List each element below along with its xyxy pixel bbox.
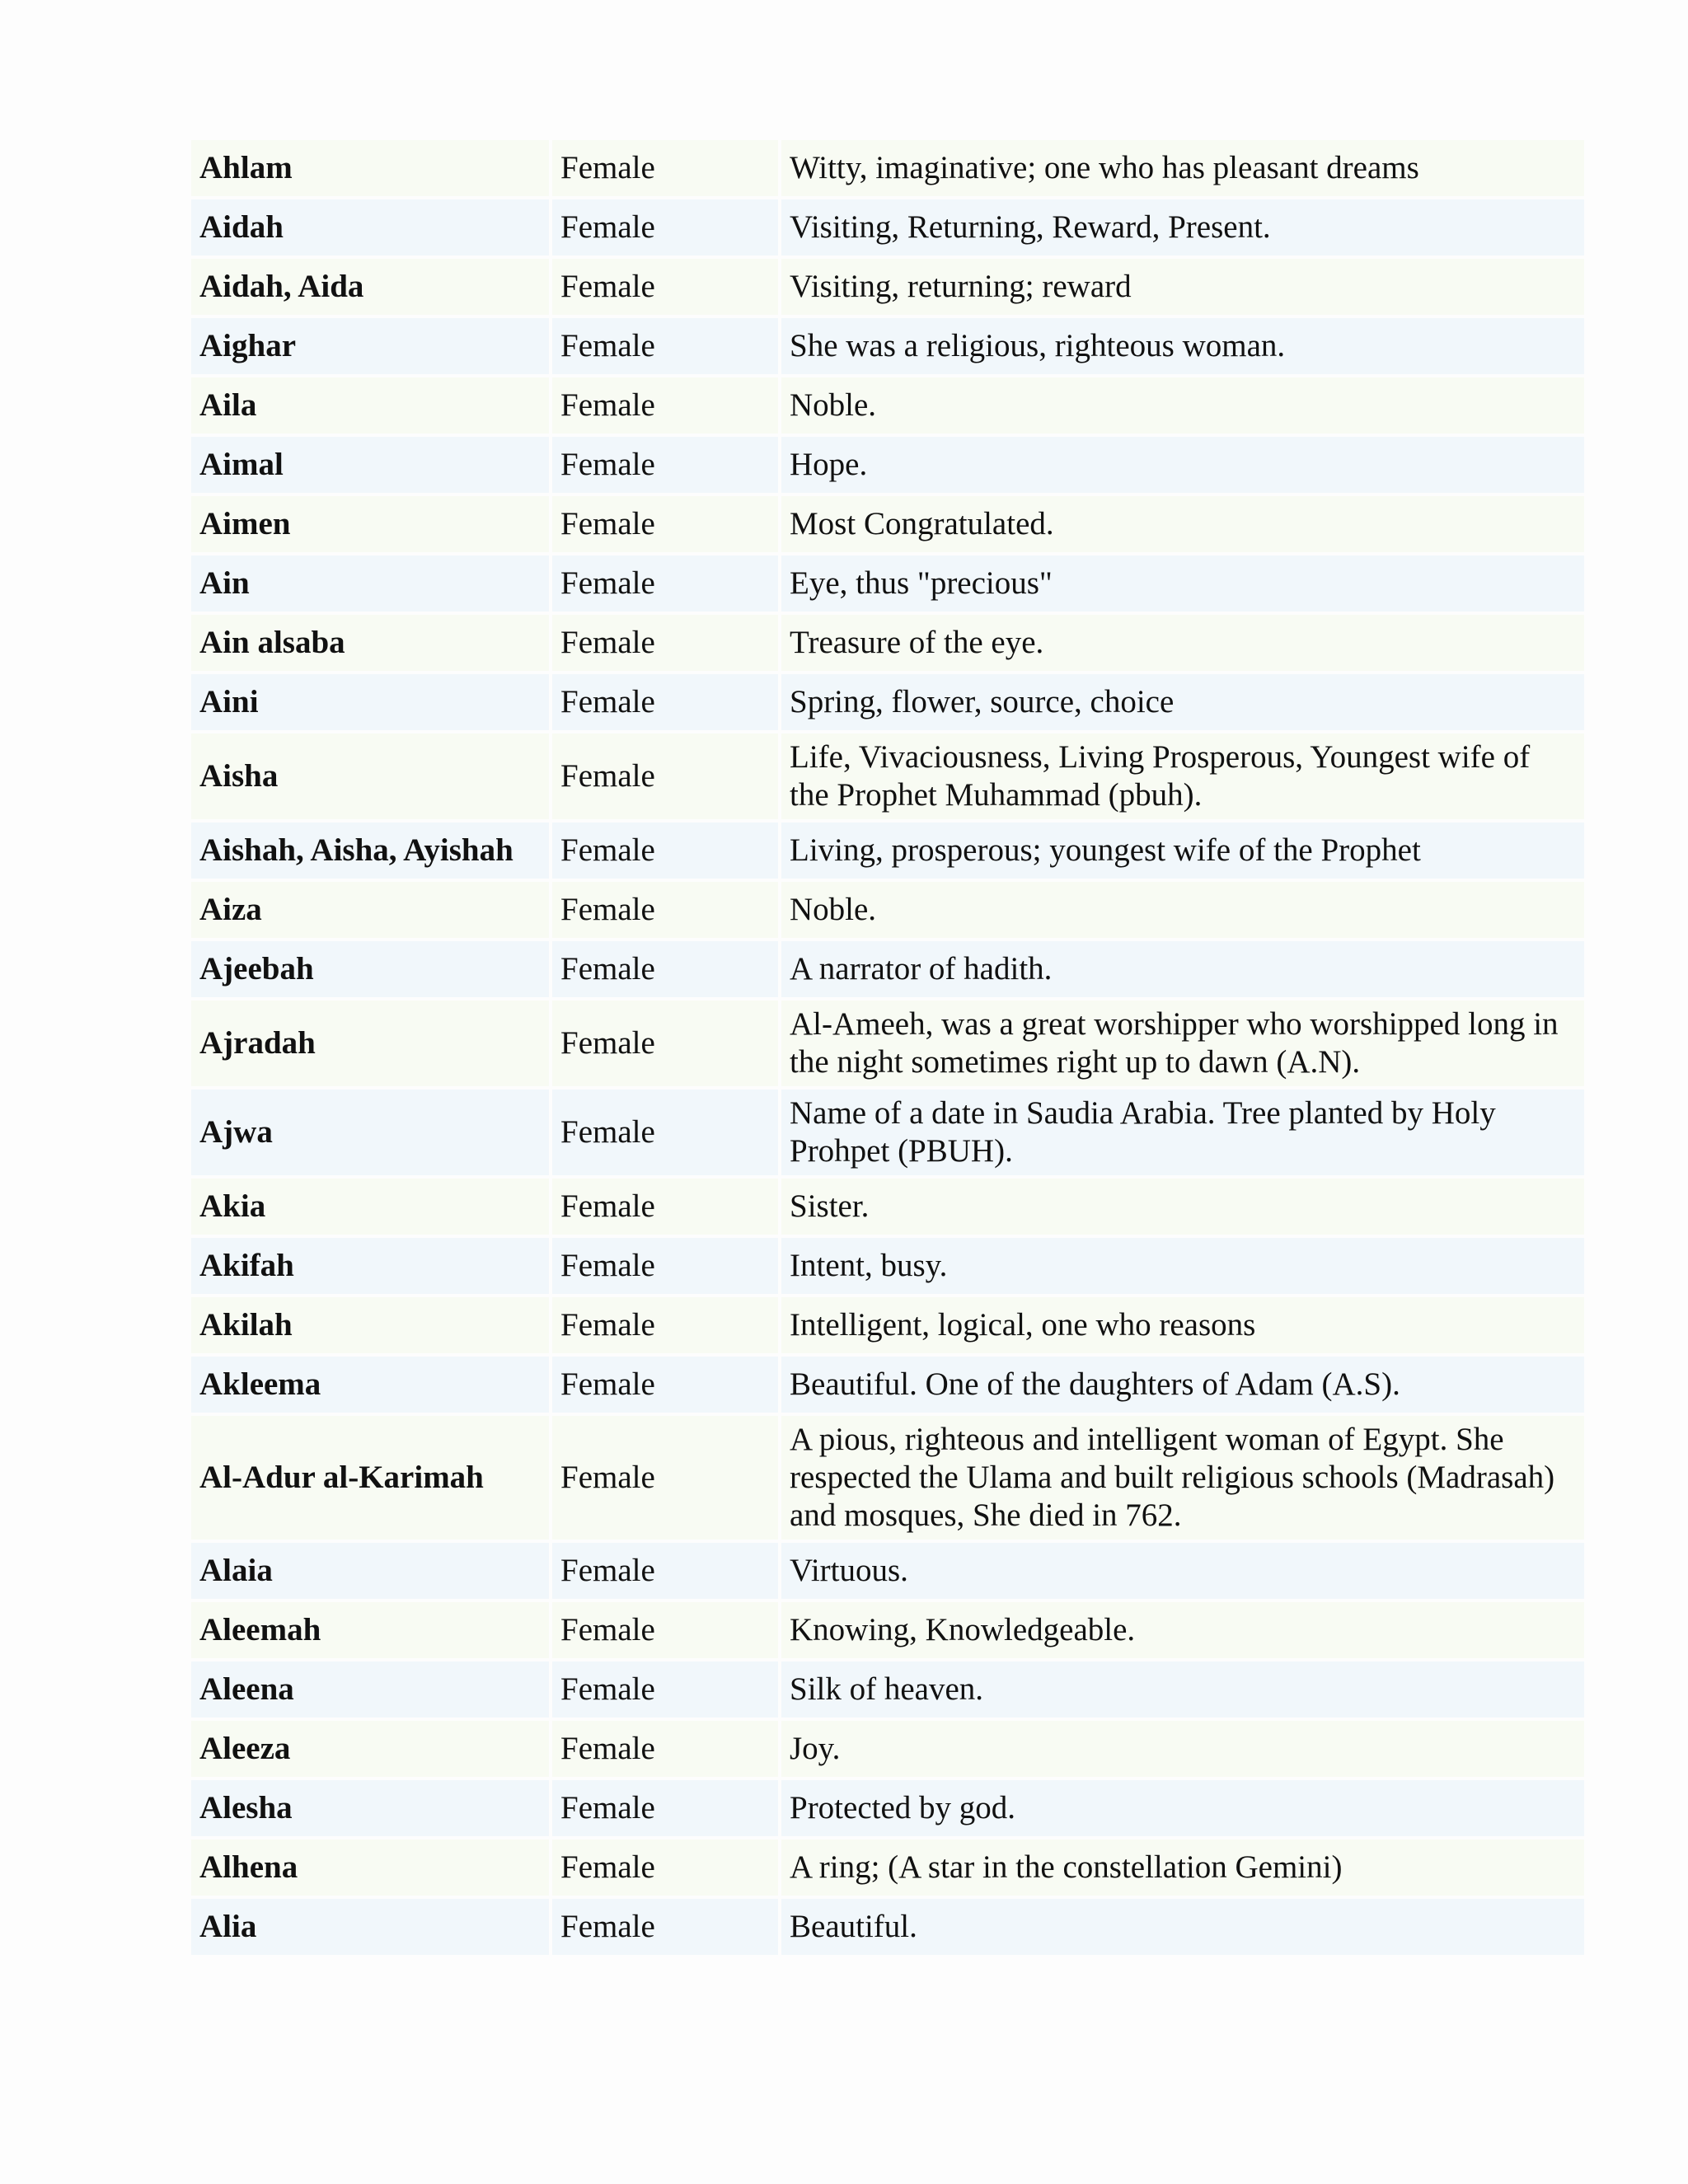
gender-cell: Female bbox=[552, 1780, 778, 1836]
name-cell: Alhena bbox=[191, 1840, 549, 1896]
meaning-cell: Intelligent, logical, one who reasons bbox=[781, 1297, 1584, 1353]
table-row bbox=[191, 1661, 1584, 1718]
meaning-cell: Visiting, returning; reward bbox=[781, 259, 1584, 315]
table-row bbox=[191, 1721, 1584, 1777]
gender-cell: Female bbox=[552, 1899, 778, 1955]
table-row bbox=[191, 1179, 1584, 1235]
gender-cell: Female bbox=[552, 1090, 778, 1175]
gender-cell: Female bbox=[552, 555, 778, 612]
table-row bbox=[191, 882, 1584, 938]
name-cell: Aiza bbox=[191, 882, 549, 938]
gender-cell: Female bbox=[552, 1357, 778, 1413]
gender-cell: Female bbox=[552, 823, 778, 879]
meaning-cell: Most Congratulated. bbox=[781, 496, 1584, 552]
name-cell: Ain bbox=[191, 555, 549, 612]
name-cell: Aidah bbox=[191, 199, 549, 255]
gender-cell: Female bbox=[552, 259, 778, 315]
meaning-cell: Name of a date in Saudia Arabia. Tree planted by Holy Prohpet (PBUH). bbox=[781, 1090, 1584, 1175]
gender-cell: Female bbox=[552, 615, 778, 671]
gender-cell: Female bbox=[552, 318, 778, 374]
gender-cell: Female bbox=[552, 733, 778, 819]
meaning-cell: Hope. bbox=[781, 437, 1584, 493]
name-cell: Aimal bbox=[191, 437, 549, 493]
name-cell: Aisha bbox=[191, 733, 549, 819]
meaning-cell: Intent, busy. bbox=[781, 1238, 1584, 1294]
gender-cell: Female bbox=[552, 941, 778, 997]
gender-cell: Female bbox=[552, 377, 778, 434]
meaning-cell: Beautiful. One of the daughters of Adam (A.S). bbox=[781, 1357, 1584, 1413]
meaning-cell: Virtuous. bbox=[781, 1543, 1584, 1599]
meaning-cell: Noble. bbox=[781, 882, 1584, 938]
table-row bbox=[191, 1297, 1584, 1353]
meaning-cell: Al-Ameeh, was a great worshipper who worshipped long in the night sometimes right up to dawn (A.N). bbox=[781, 1001, 1584, 1086]
meaning-cell: She was a religious, righteous woman. bbox=[781, 318, 1584, 374]
name-cell: Akia bbox=[191, 1179, 549, 1235]
table-row bbox=[191, 1543, 1584, 1599]
gender-cell: Female bbox=[552, 199, 778, 255]
gender-cell: Female bbox=[552, 882, 778, 938]
name-cell: Aishah, Aisha, Ayishah bbox=[191, 823, 549, 879]
names-table-body bbox=[191, 140, 1584, 1955]
meaning-cell: Silk of heaven. bbox=[781, 1661, 1584, 1718]
table-row bbox=[191, 1840, 1584, 1896]
meaning-cell: A narrator of hadith. bbox=[781, 941, 1584, 997]
table-row bbox=[191, 1416, 1584, 1540]
table-row bbox=[191, 1001, 1584, 1086]
meaning-cell: Eye, thus "precious" bbox=[781, 555, 1584, 612]
table-row bbox=[191, 555, 1584, 612]
meaning-cell: Beautiful. bbox=[781, 1899, 1584, 1955]
name-cell: Aidah, Aida bbox=[191, 259, 549, 315]
gender-cell: Female bbox=[552, 1416, 778, 1540]
meaning-cell: Knowing, Knowledgeable. bbox=[781, 1602, 1584, 1658]
name-cell: Ajradah bbox=[191, 1001, 549, 1086]
gender-cell: Female bbox=[552, 1238, 778, 1294]
name-cell: Aimen bbox=[191, 496, 549, 552]
table-row bbox=[191, 1780, 1584, 1836]
name-cell: Aleemah bbox=[191, 1602, 549, 1658]
table-row bbox=[191, 140, 1584, 196]
table-row bbox=[191, 941, 1584, 997]
table-row bbox=[191, 199, 1584, 255]
meaning-cell: Treasure of the eye. bbox=[781, 615, 1584, 671]
name-cell: Alaia bbox=[191, 1543, 549, 1599]
name-cell: Ajeebah bbox=[191, 941, 549, 997]
name-cell: Aleeza bbox=[191, 1721, 549, 1777]
gender-cell: Female bbox=[552, 1602, 778, 1658]
table-row bbox=[191, 674, 1584, 730]
name-cell: Ajwa bbox=[191, 1090, 549, 1175]
gender-cell: Female bbox=[552, 1543, 778, 1599]
meaning-cell: Living, prosperous; youngest wife of the Prophet bbox=[781, 823, 1584, 879]
table-row bbox=[191, 733, 1584, 819]
gender-cell: Female bbox=[552, 1661, 778, 1718]
table-row bbox=[191, 377, 1584, 434]
gender-cell: Female bbox=[552, 1840, 778, 1896]
name-cell: Aighar bbox=[191, 318, 549, 374]
table-row bbox=[191, 496, 1584, 552]
gender-cell: Female bbox=[552, 1179, 778, 1235]
name-cell: Ain alsaba bbox=[191, 615, 549, 671]
meaning-cell: Life, Vivaciousness, Living Prosperous, Youngest wife of the Prophet Muhammad (pbuh). bbox=[781, 733, 1584, 819]
gender-cell: Female bbox=[552, 1721, 778, 1777]
gender-cell: Female bbox=[552, 140, 778, 196]
name-cell: Ahlam bbox=[191, 140, 549, 196]
name-cell: Alia bbox=[191, 1899, 549, 1955]
name-cell: Alesha bbox=[191, 1780, 549, 1836]
table-row bbox=[191, 1090, 1584, 1175]
name-cell: Al-Adur al-Karimah bbox=[191, 1416, 549, 1540]
table-row bbox=[191, 1602, 1584, 1658]
meaning-cell: A pious, righteous and intelligent woman of Egypt. She respected the Ulama and built religious schools (Madrasah) and mosques, She died in 762. bbox=[781, 1416, 1584, 1540]
meaning-cell: Visiting, Returning, Reward, Present. bbox=[781, 199, 1584, 255]
meaning-cell: A ring; (A star in the constellation Gemini) bbox=[781, 1840, 1584, 1896]
gender-cell: Female bbox=[552, 496, 778, 552]
name-cell: Akilah bbox=[191, 1297, 549, 1353]
gender-cell: Female bbox=[552, 674, 778, 730]
meaning-cell: Witty, imaginative; one who has pleasant dreams bbox=[781, 140, 1584, 196]
meaning-cell: Protected by god. bbox=[781, 1780, 1584, 1836]
meaning-cell: Noble. bbox=[781, 377, 1584, 434]
name-cell: Akleema bbox=[191, 1357, 549, 1413]
gender-cell: Female bbox=[552, 437, 778, 493]
table-row bbox=[191, 437, 1584, 493]
meaning-cell: Spring, flower, source, choice bbox=[781, 674, 1584, 730]
meaning-cell: Joy. bbox=[781, 1721, 1584, 1777]
name-cell: Aleena bbox=[191, 1661, 549, 1718]
gender-cell: Female bbox=[552, 1001, 778, 1086]
name-cell: Aini bbox=[191, 674, 549, 730]
table-row bbox=[191, 318, 1584, 374]
gender-cell: Female bbox=[552, 1297, 778, 1353]
table-row bbox=[191, 1899, 1584, 1955]
table-row bbox=[191, 1238, 1584, 1294]
name-cell: Akifah bbox=[191, 1238, 549, 1294]
table-row bbox=[191, 823, 1584, 879]
meaning-cell: Sister. bbox=[781, 1179, 1584, 1235]
table-row bbox=[191, 259, 1584, 315]
name-cell: Aila bbox=[191, 377, 549, 434]
table-row bbox=[191, 615, 1584, 671]
table-row bbox=[191, 1357, 1584, 1413]
names-table bbox=[188, 137, 1587, 1958]
